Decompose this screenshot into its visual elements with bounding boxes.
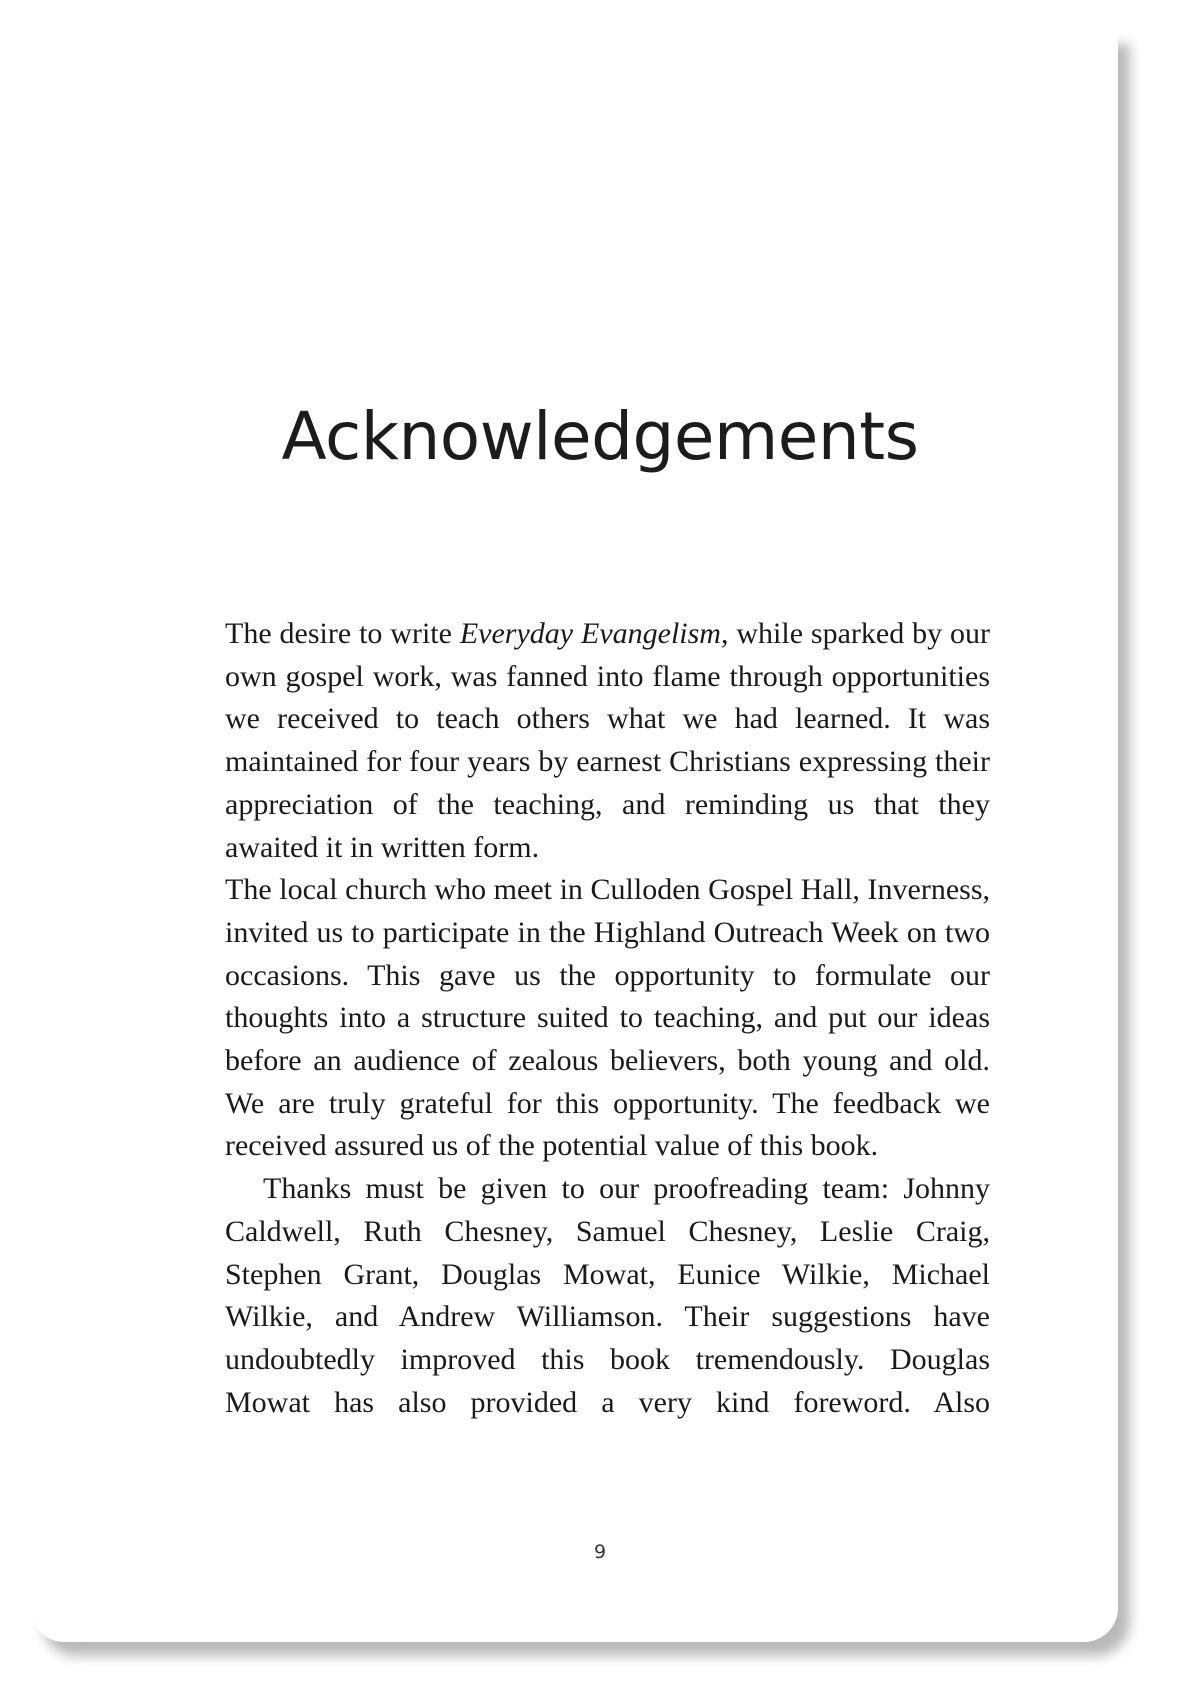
book-title-italic: Everyday Evangelism (459, 617, 721, 650)
paragraph-2: The local church who meet in Culloden Gospel Hall, Inverness, invited us to participate in the Highland Outreach Week on two occasions. This gave us the opportunity to formulate our thoughts into a structure suited to teaching, and put our ideas before an audience of zealous believers, both young and old. We are truly grateful for this opportunity. The feedback we received assured us of the potential value of this book. (225, 873, 990, 1163)
page-number: 9 (593, 1541, 607, 1563)
paragraph-3: Thanks must be given to our proofreading team: Johnny Caldwell, Ruth Chesney, Samuel Chesney, Leslie Craig, Stephen Grant, Douglas Mowat, Eunice Wilkie, Michael Wilkie, and Andrew Williamson. Their suggestions have undoubtedly improved this book tremendously. Douglas Mowat has also provided a very kind foreword. Also (225, 1172, 990, 1419)
page-title: Acknowledgements (281, 398, 919, 475)
paragraph-1 (225, 613, 990, 869)
paragraph-1-start: The desire to write (225, 617, 460, 650)
body-text (225, 613, 990, 1424)
book-page (30, 30, 1118, 1642)
paragraph-1-rest: , while sparked by our own gospel work, was fanned into flame through opportunities we received to teach others what we had learned. It was maintained for four years by earnest Christians expressing their appreciation of the teaching, and reminding us that they awaited it in written form. (225, 617, 991, 864)
